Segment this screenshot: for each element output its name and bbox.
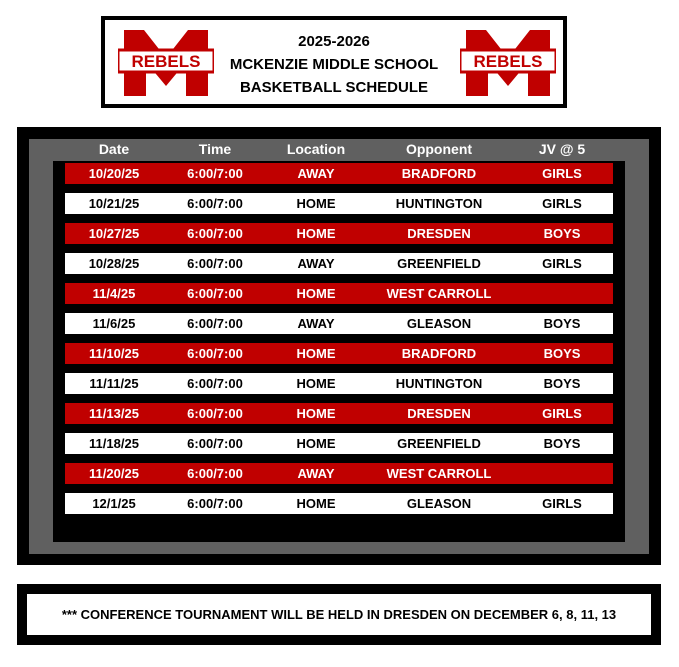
location-cell: HOME bbox=[296, 226, 336, 241]
location-cell: HOME bbox=[296, 436, 336, 451]
schedule-frame bbox=[17, 127, 661, 565]
jv-cell: BOYS bbox=[543, 436, 581, 451]
opponent-cell: DRESDEN bbox=[407, 406, 471, 421]
opponent-cell: DRESDEN bbox=[407, 226, 471, 241]
jv-cell: GIRLS bbox=[542, 256, 582, 271]
jv-cell: BOYS bbox=[543, 226, 581, 241]
time-cell: 6:00/7:00 bbox=[187, 346, 243, 361]
date-cell: 10/27/25 bbox=[88, 226, 140, 241]
season-year: 2025-2026 bbox=[298, 33, 370, 50]
table-row bbox=[65, 163, 613, 184]
table-row bbox=[65, 463, 613, 484]
time-cell: 6:00/7:00 bbox=[187, 376, 243, 391]
header-box bbox=[101, 16, 567, 108]
table-row bbox=[65, 433, 613, 454]
jv-cell: GIRLS bbox=[542, 166, 582, 181]
time-cell: 6:00/7:00 bbox=[187, 496, 243, 511]
column-header-opponent: Opponent bbox=[405, 141, 473, 157]
footer-frame bbox=[17, 584, 661, 645]
location-cell: AWAY bbox=[297, 316, 335, 331]
location-cell: AWAY bbox=[297, 256, 335, 271]
jv-cell: GIRLS bbox=[542, 496, 582, 511]
date-cell: 11/4/25 bbox=[92, 286, 136, 301]
opponent-cell: GREENFIELD bbox=[397, 436, 481, 451]
date-cell: 11/6/25 bbox=[92, 316, 136, 331]
location-cell: HOME bbox=[296, 496, 336, 511]
date-cell: 11/20/25 bbox=[89, 466, 139, 481]
table-row bbox=[65, 403, 613, 424]
column-headers bbox=[29, 139, 649, 163]
location-cell: HOME bbox=[296, 286, 336, 301]
column-header-date: Date bbox=[98, 141, 130, 157]
opponent-cell: WEST CARROLL bbox=[386, 286, 492, 301]
jv-cell: BOYS bbox=[543, 376, 581, 391]
location-cell: AWAY bbox=[297, 166, 335, 181]
jv-cell: BOYS bbox=[543, 346, 581, 361]
opponent-cell: GLEASON bbox=[406, 316, 472, 331]
jv-cell bbox=[492, 283, 632, 304]
time-cell: 6:00/7:00 bbox=[187, 166, 243, 181]
date-cell: 11/10/25 bbox=[89, 346, 139, 361]
table-row bbox=[65, 343, 613, 364]
rebels-logo bbox=[460, 30, 556, 96]
time-cell: 6:00/7:00 bbox=[187, 406, 243, 421]
time-cell: 6:00/7:00 bbox=[187, 196, 243, 211]
opponent-cell: WEST CARROLL bbox=[386, 466, 492, 481]
date-cell: 12/1/25 bbox=[92, 496, 136, 511]
location-cell: HOME bbox=[296, 406, 336, 421]
location-cell: AWAY bbox=[297, 466, 335, 481]
date-cell: 10/21/25 bbox=[88, 196, 140, 211]
time-cell: 6:00/7:00 bbox=[187, 316, 243, 331]
opponent-cell: GREENFIELD bbox=[397, 256, 481, 271]
time-cell: 6:00/7:00 bbox=[187, 436, 243, 451]
location-cell: HOME bbox=[296, 346, 336, 361]
column-header-time: Time bbox=[198, 141, 232, 157]
column-header-location: Location bbox=[286, 141, 346, 157]
table-row bbox=[65, 193, 613, 214]
school-name: MCKENZIE MIDDLE SCHOOL bbox=[229, 56, 439, 73]
opponent-cell: HUNTINGTON bbox=[395, 376, 483, 391]
jv-cell: GIRLS bbox=[542, 406, 582, 421]
opponent-cell: GLEASON bbox=[406, 496, 472, 511]
jv-cell bbox=[492, 463, 632, 484]
schedule-title: BASKETBALL SCHEDULE bbox=[239, 79, 429, 96]
location-cell: HOME bbox=[296, 196, 336, 211]
time-cell: 6:00/7:00 bbox=[187, 226, 243, 241]
schedule-table bbox=[53, 161, 625, 542]
opponent-cell: HUNTINGTON bbox=[395, 196, 483, 211]
svg-text:REBELS: REBELS bbox=[131, 52, 201, 71]
time-cell: 6:00/7:00 bbox=[187, 286, 243, 301]
date-cell: 11/11/25 bbox=[89, 376, 139, 391]
table-row bbox=[65, 283, 613, 304]
table-row bbox=[65, 223, 613, 244]
tournament-note: *** CONFERENCE TOURNAMENT WILL BE HELD IN DRESDEN ON DECEMBER 6, 8, 11, 13 bbox=[27, 594, 651, 635]
opponent-cell: BRADFORD bbox=[401, 346, 477, 361]
table-row bbox=[65, 253, 613, 274]
time-cell: 6:00/7:00 bbox=[187, 466, 243, 481]
opponent-cell: BRADFORD bbox=[401, 166, 477, 181]
svg-text:REBELS: REBELS bbox=[473, 52, 543, 71]
table-row bbox=[65, 313, 613, 334]
table-row bbox=[65, 373, 613, 394]
time-cell: 6:00/7:00 bbox=[187, 256, 243, 271]
date-cell: 11/13/25 bbox=[89, 406, 139, 421]
jv-cell: BOYS bbox=[543, 316, 581, 331]
date-cell: 10/20/25 bbox=[88, 166, 140, 181]
table-row bbox=[65, 493, 613, 514]
date-cell: 11/18/25 bbox=[89, 436, 139, 451]
column-header-jv: JV @ 5 bbox=[538, 141, 586, 157]
location-cell: HOME bbox=[296, 376, 336, 391]
schedule-panel bbox=[29, 139, 649, 554]
jv-cell: GIRLS bbox=[542, 196, 582, 211]
date-cell: 10/28/25 bbox=[88, 256, 140, 271]
